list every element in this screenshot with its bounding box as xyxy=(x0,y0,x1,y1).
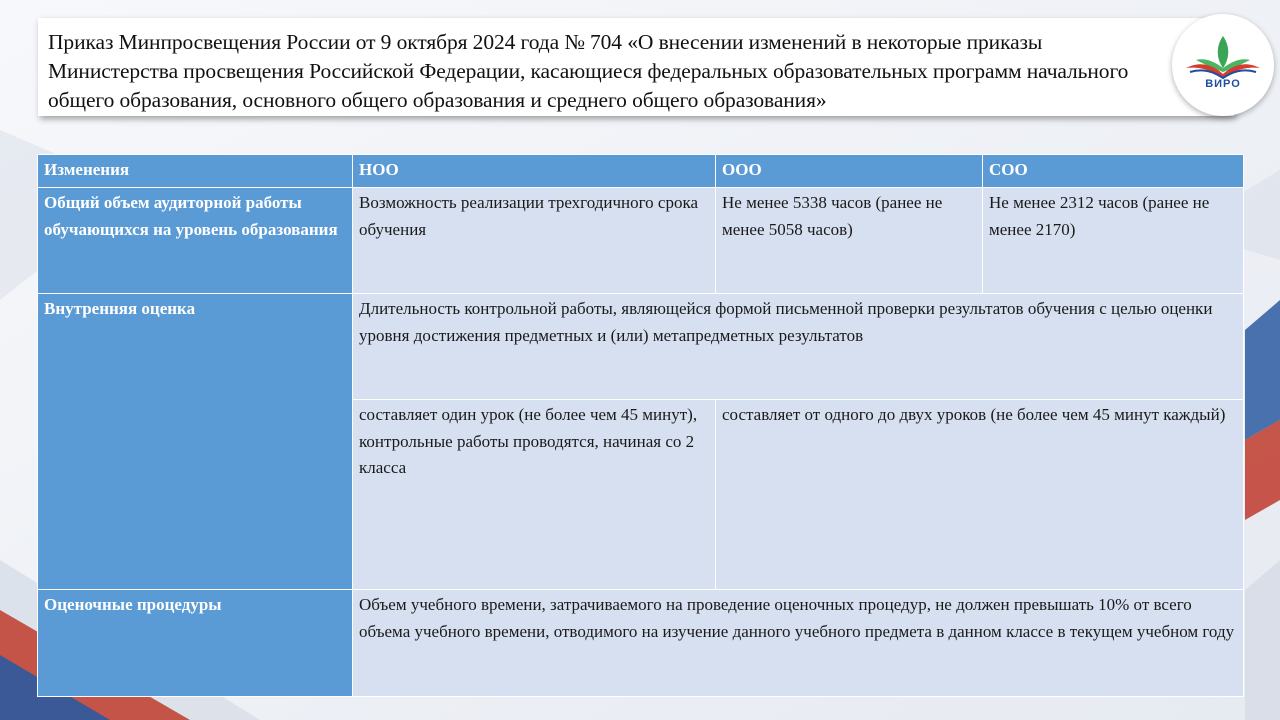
table-row xyxy=(38,294,1244,400)
row-label-workload: Общий объем аудиторной работы обучающихся на уровень образования xyxy=(38,188,353,294)
viro-logo xyxy=(1172,14,1274,116)
cell-internal-assessment-ooo-soo: составляет от одного до двух уроков (не более чем 45 минут каждый) xyxy=(716,400,1244,590)
table-row xyxy=(38,590,1244,697)
header-ooo: ООО xyxy=(716,155,983,188)
cell-internal-assessment-noo: составляет один урок (не более чем 45 минут), контрольные работы проводятся, начиная со 2 класса xyxy=(353,400,716,590)
cell-workload-noo: Возможность реализации трехгодичного срока обучения xyxy=(353,188,716,294)
changes-table xyxy=(37,154,1244,697)
table-row xyxy=(38,188,1244,294)
row-label-internal-assessment: Внутренняя оценка xyxy=(38,294,353,590)
page-title: Приказ Минпросвещения России от 9 октября 2024 года № 704 «О внесении изменений в некоторые приказы Министерства просвещения Российской Федерации, касающиеся федеральных образовательных программ начального общего образования, основного общего образования и среднего общего образования» xyxy=(48,30,1129,112)
cell-workload-ooo: Не менее 5338 часов (ранее не менее 5058 часов) xyxy=(716,188,983,294)
logo-label: ВИРО xyxy=(1205,78,1241,90)
header-noo: НОО xyxy=(353,155,716,188)
title-box xyxy=(38,18,1234,116)
row-label-assessment-procedures: Оценочные процедуры xyxy=(38,590,353,697)
header-changes: Изменения xyxy=(38,155,353,188)
book-leaf-icon xyxy=(1172,14,1274,116)
cell-assessment-procedures-common: Объем учебного времени, затрачиваемого на проведение оценочных процедур, не должен превышать 10% от всего объема учебного времени, отводимого на изучение данного учебного предмета в данном классе в текущем учебном году xyxy=(353,590,1244,697)
cell-workload-soo: Не менее 2312 часов (ранее не менее 2170) xyxy=(983,188,1244,294)
header-soo: СОО xyxy=(983,155,1244,188)
cell-internal-assessment-common: Длительность контрольной работы, являющейся формой письменной проверки результатов обучения с целью оценки уровня достижения предметных и (или) метапредметных результатов xyxy=(353,294,1244,400)
table-header-row xyxy=(38,155,1244,188)
